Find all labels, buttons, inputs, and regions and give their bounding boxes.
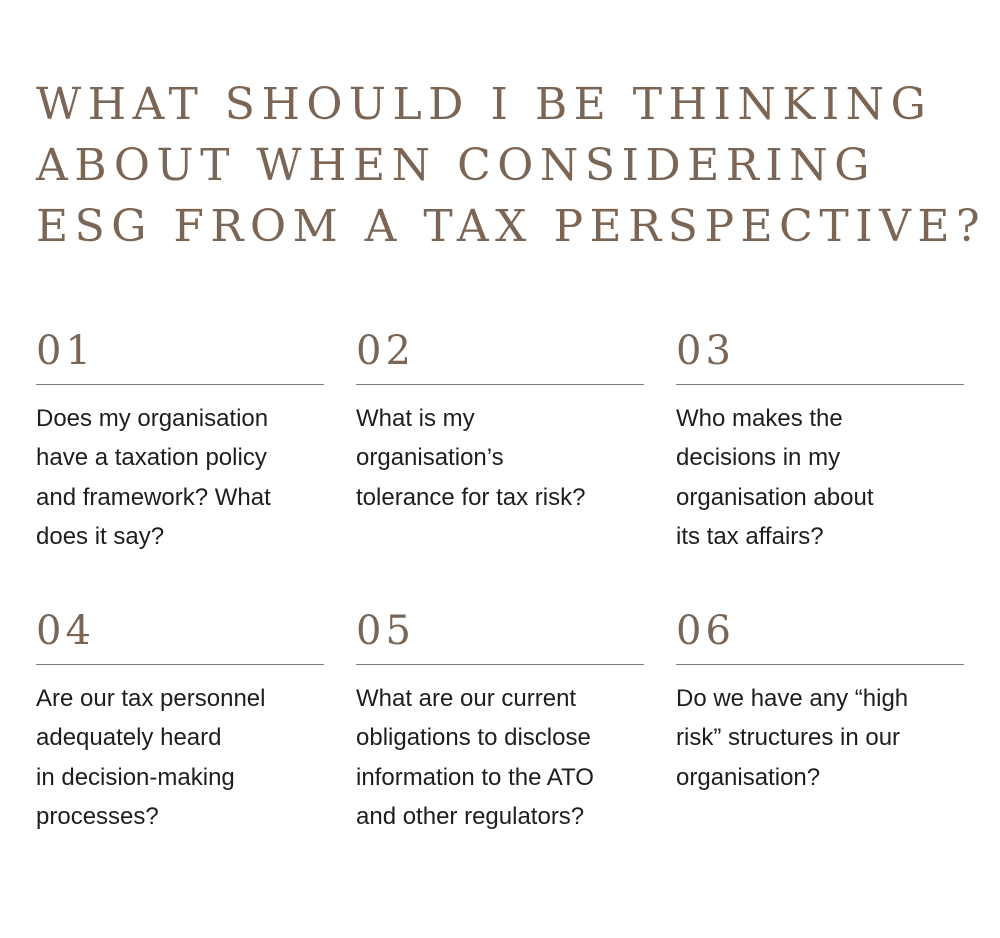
question-text	[676, 399, 964, 556]
question-text-line: What is my	[356, 405, 475, 432]
question-text-line: in decision-making	[36, 763, 235, 791]
question-text-line: risk” structures in our	[676, 724, 901, 752]
question-text	[356, 679, 644, 836]
question-text-line: What are our current	[356, 685, 577, 712]
question-number: 04	[36, 608, 95, 654]
question-text-line: processes?	[36, 802, 159, 830]
question-text-line: have a taxation policy	[36, 444, 267, 472]
title-line-3: ESG FROM A TAX PERSPECTIVE?	[36, 201, 987, 252]
question-text-line: Who makes the	[676, 405, 843, 432]
question-text	[676, 679, 964, 797]
question-text	[36, 679, 324, 836]
divider	[676, 664, 964, 665]
question-text-line: Are our tax personnel	[36, 685, 266, 712]
title-line-1: WHAT SHOULD I BE THINKING	[36, 79, 933, 130]
divider	[36, 664, 324, 665]
question-text-line: and framework? What	[36, 483, 271, 511]
question-text-line: Does my organisation	[36, 405, 269, 432]
question-number: 03	[676, 328, 735, 374]
question-text	[36, 399, 324, 556]
question-text-line: information to the ATO	[356, 763, 594, 791]
question-text-line: and other regulators?	[356, 802, 585, 830]
question-text-line: adequately heard	[36, 724, 222, 752]
question-text-line: obligations to disclose	[356, 724, 591, 752]
divider	[36, 384, 324, 385]
question-text-line: organisation’s	[356, 444, 504, 472]
question-text-line: Do we have any “high	[676, 685, 909, 712]
question-text-line: does it say?	[36, 522, 165, 550]
question-text-line: organisation?	[676, 763, 821, 791]
divider	[676, 384, 964, 385]
question-text-line: its tax affairs?	[676, 522, 824, 550]
question-text	[356, 399, 644, 517]
question-number: 02	[356, 328, 415, 374]
question-number: 05	[356, 608, 415, 654]
question-number: 01	[36, 328, 95, 374]
question-text-line: decisions in my	[676, 444, 841, 472]
question-text-line: tolerance for tax risk?	[356, 483, 586, 511]
divider	[356, 664, 644, 665]
divider	[356, 384, 644, 385]
title-line-2: ABOUT WHEN CONSIDERING	[36, 140, 876, 191]
question-number: 06	[676, 608, 735, 654]
page-title	[36, 74, 987, 257]
question-text-line: organisation about	[676, 483, 874, 511]
